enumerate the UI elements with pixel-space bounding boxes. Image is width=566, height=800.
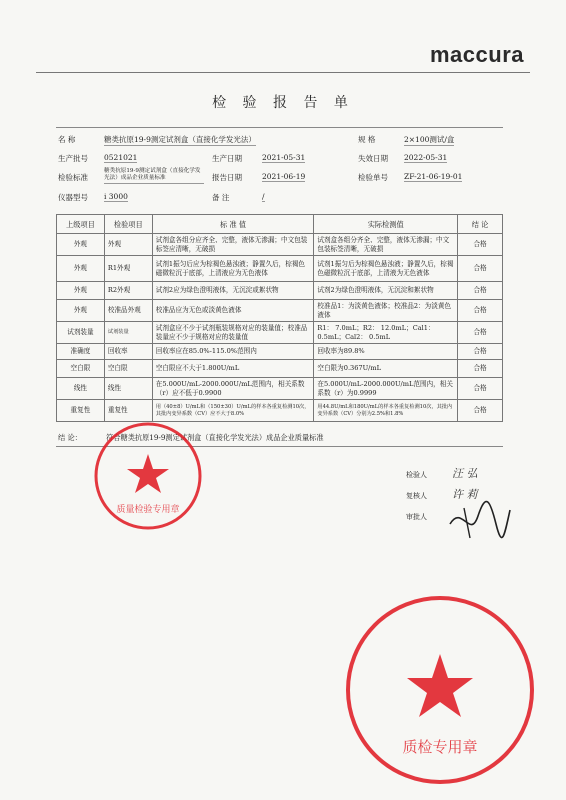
cell-test-item: 外观 (104, 234, 152, 256)
header-top-rule (56, 127, 503, 128)
cell-standard: 校准品应为无色或淡黄色液体 (152, 300, 314, 322)
conclusion-label: 结 论： (58, 433, 82, 442)
note-label: 备 注 (212, 193, 230, 202)
reviewer-label: 复核人 (406, 492, 427, 500)
svg-text:质量检验专用章: 质量检验专用章 (116, 505, 180, 515)
cell-conclusion: 合格 (458, 300, 503, 322)
cell-actual: R1： 7.0mL；R2： 12.0mL；Cal1： 0.5mL；Cal2： 0.5mL (314, 322, 458, 344)
standard-value: 糖类抗原19-9测定试剂盒（直接化学发光法）成品企业质量标准 (104, 168, 204, 184)
col-standard: 标 准 值 (152, 215, 314, 234)
cell-actual: 回收率为89.8% (314, 344, 458, 360)
col-actual: 实际检测值 (314, 215, 458, 234)
exp-date-value: 2022-05-31 (404, 153, 448, 162)
cell-test-item: 空白限 (104, 360, 152, 378)
cell-test-item: 试剂装量 (104, 322, 152, 344)
cell-standard: 在5.000U/mL-2000.000U/mL范围内，相关系数（r）应不低于0.9900 (152, 378, 314, 400)
cell-actual: 校准品1：为淡黄色液体；校准品2：为淡黄色液体 (314, 300, 458, 322)
cell-parent-item: 外观 (57, 256, 105, 282)
cell-actual: 试剂2为绿色澄明液体，无沉淀和絮状物 (314, 282, 458, 300)
table-row (57, 322, 503, 344)
cell-test-item: 重复性 (104, 400, 152, 422)
table-row (57, 344, 503, 360)
cell-parent-item: 外观 (57, 282, 105, 300)
report-no-label: 检验单号 (358, 173, 388, 182)
col-parent-item: 上级项目 (57, 215, 105, 234)
cell-conclusion: 合格 (458, 282, 503, 300)
cell-parent-item: 线性 (57, 378, 105, 400)
batch-label: 生产批号 (58, 154, 88, 163)
report-no-value: ZF-21-06-19-01 (404, 172, 463, 181)
cell-standard: 试剂2应为绿色澄明液体，无沉淀或絮状物 (152, 282, 314, 300)
table-row (57, 360, 503, 378)
name-label: 名 称 (58, 135, 76, 144)
quality-stamp-left (92, 420, 204, 532)
table-row (57, 234, 503, 256)
cell-conclusion: 合格 (458, 344, 503, 360)
table-header-row (57, 215, 503, 234)
brand-logo: maccura (429, 42, 524, 67)
cell-standard: 试剂盒应不少于试剂瓶装规格对应的装量值；校准品装量应不少于规格对应的装量值 (152, 322, 314, 344)
cell-test-item: 线性 (104, 378, 152, 400)
report-date-label: 报告日期 (212, 173, 242, 182)
cell-actual: 试剂盒各组分齐全、完整，液体无渗漏；中文包装标签清晰，无破损 (314, 234, 458, 256)
standard-label: 检验标准 (58, 173, 88, 182)
cell-conclusion: 合格 (458, 322, 503, 344)
cell-conclusion: 合格 (458, 256, 503, 282)
cell-parent-item: 外观 (57, 300, 105, 322)
report-title: 检 验 报 告 单 (212, 95, 354, 111)
tester-label: 检验人 (406, 471, 427, 479)
table-row (57, 256, 503, 282)
cell-parent-item: 试剂装量 (57, 322, 105, 344)
cell-parent-item: 准确度 (57, 344, 105, 360)
cell-standard: 试剂盒各组分应齐全、完整，液体无渗漏；中文包装标签应清晰，无破损 (152, 234, 314, 256)
exp-date-label: 失效日期 (358, 154, 388, 163)
table-row (57, 282, 503, 300)
spec-label: 规 格 (358, 135, 376, 144)
instrument-label: 仪器型号 (58, 193, 88, 202)
cell-test-item: 校准品外观 (104, 300, 152, 322)
instrument-value: i 3000 (104, 192, 128, 201)
cell-conclusion: 合格 (458, 234, 503, 256)
cell-conclusion: 合格 (458, 400, 503, 422)
cell-actual: 用44.8U/mL和180U/mL的样本各重复检测10次，其批内变异系数（CV）分别为2.5%和1.8% (314, 400, 458, 422)
cell-actual: 空白限为0.367U/mL (314, 360, 458, 378)
table-row (57, 300, 503, 322)
cell-parent-item: 外观 (57, 234, 105, 256)
col-conclusion: 结 论 (458, 215, 503, 234)
cell-conclusion: 合格 (458, 360, 503, 378)
spec-value: 2×100测试/盒 (404, 135, 455, 144)
cell-standard: 回收率应在85.0%-115.0%范围内 (152, 344, 314, 360)
table-row (57, 378, 503, 400)
cell-parent-item: 重复性 (57, 400, 105, 422)
name-value: 糖类抗原19-9测定试剂盒（直接化学发光法） (104, 135, 256, 144)
cell-parent-item: 空白限 (57, 360, 105, 378)
cell-standard: 用（40±8）U/mL和（150±30）U/mL的样本各重复检测10次，其批内变异系数（CV）应不大于8.0% (152, 400, 314, 422)
results-table (56, 214, 503, 422)
tester-signature: 汪 弘 (452, 467, 478, 480)
conclusion-value: 符合糖类抗原19-9测定试剂盒（直接化学发光法）成品企业质量标准 (106, 433, 324, 442)
cell-standard: 空白限应不大于1.800U/mL (152, 360, 314, 378)
cell-test-item: R1外观 (104, 256, 152, 282)
cell-test-item: R2外观 (104, 282, 152, 300)
mfg-date-label: 生产日期 (212, 154, 242, 163)
cell-conclusion: 合格 (458, 378, 503, 400)
cell-actual: 在5.000U/mL-2000.000U/mL范围内，相关系数（r）为0.9999 (314, 378, 458, 400)
report-date-value: 2021-06-19 (262, 172, 306, 181)
cell-test-item: 回收率 (104, 344, 152, 360)
svg-text:质检专用章: 质检专用章 (402, 738, 478, 756)
batch-value: 0521021 (104, 153, 138, 162)
cell-actual: 试剂1振匀后为棕褐色悬浊液；静置久后，棕褐色磁微粒沉于底部，上清液为无色液体 (314, 256, 458, 282)
reviewer-signature: 许 莉 (452, 488, 478, 501)
report-header (0, 0, 566, 214)
col-test-item: 检验项目 (104, 215, 152, 234)
note-value: / (262, 192, 265, 201)
approver-signature (444, 494, 514, 544)
approver-label: 审批人 (406, 513, 427, 521)
quality-stamp-right (342, 592, 538, 788)
cell-standard: 试剂1振匀后应为棕褐色悬浊液；静置久后，棕褐色磁微粒沉于底部，上清液应为无色液体 (152, 256, 314, 282)
table-row (57, 400, 503, 422)
mfg-date-value: 2021-05-31 (262, 153, 306, 162)
